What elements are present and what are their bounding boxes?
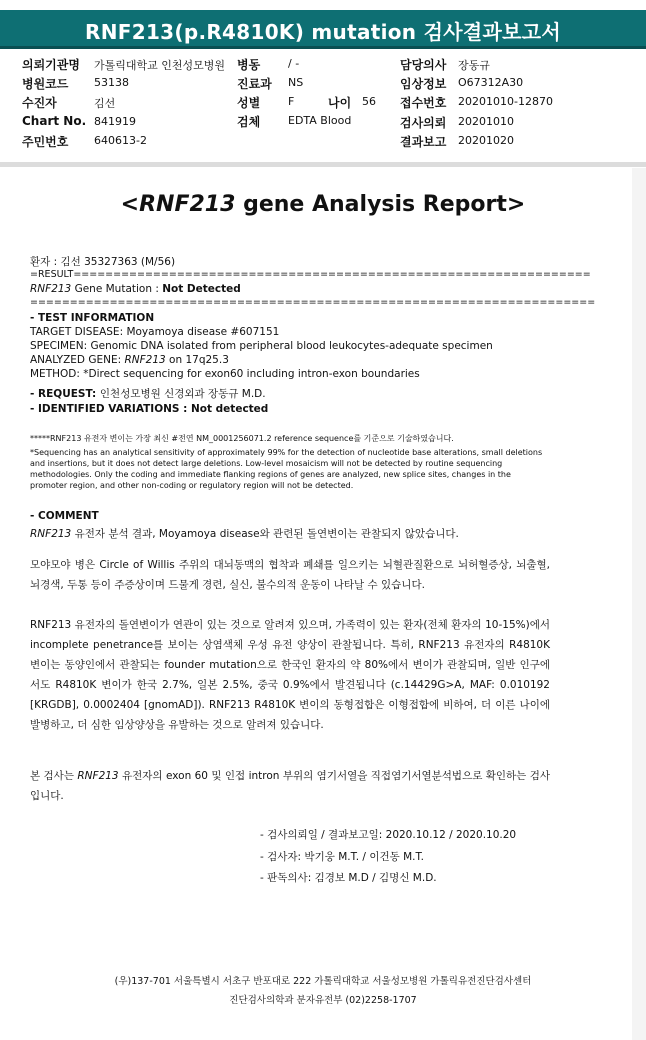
comment-line (30, 526, 459, 541)
patient-info-table (0, 52, 646, 162)
label-department: 진료과 (237, 77, 272, 91)
analyzed-gene-line (30, 354, 229, 366)
reading-physicians: - 판독의사: 김경보 M.D / 김명신 M.D. (260, 872, 437, 884)
comment-heading: - COMMENT (30, 510, 99, 522)
examiners: - 검사자: 박기웅 M.T. / 이건동 M.T. (260, 851, 424, 863)
value-clinical-info: O67312A30 (458, 76, 524, 89)
sensitivity-disclaimer: *Sequencing has an analytical sensitivity of approximately 99% for the detection of nucleotide base alterations, small deletions and insertions, but it does not detect large deletions. Low-level mosaicism will not be detected by routine sequencing methodologies. Only the coding and immediate flanking regions of genes are analyzed, new splice sites, changes in the promoter region, and other non-coding or regulatory region will not be detected. (30, 448, 543, 490)
value-institution: 가톨릭대학교 인천성모병원 (94, 59, 226, 72)
result-line (30, 283, 241, 295)
label-ward: 병동 (237, 58, 261, 72)
comment-paragraph-1: 모야모야 병은 Circle of Willis 주위의 대뇌동맥의 협착과 폐쇄를 일으키는 뇌혈관질환으로 뇌허혈증상, 뇌출혈, 뇌경색, 두통 등이 주증상이며 드물게 경련, 실신, 불수의적 운동이 나타날 수 있습니다. (30, 559, 550, 591)
value-department: NS (288, 76, 304, 89)
patient-line: 환자 : 김선 35327363 (M/56) (30, 256, 176, 268)
value-specimen: EDTA Blood (288, 114, 352, 127)
request-report-dates: - 검사의뢰일 / 결과보고일: 2020.10.12 / 2020.10.20 (260, 829, 517, 841)
request-label: - REQUEST: (30, 388, 100, 400)
result-rule: =RESULT================================================================= (30, 269, 591, 280)
value-resident-no: 640613-2 (94, 134, 147, 147)
request-value: 인천성모병원 신경외과 장동규 M.D. (99, 388, 266, 400)
result-gene: RNF213 (30, 283, 72, 295)
result-value: Not Detected (162, 283, 241, 295)
comment-text: 유전자 분석 결과, Moyamoya disease와 관련된 돌연변이는 관찰되지 않았습니다. (71, 528, 459, 540)
scroll-edge (632, 168, 646, 1040)
report-title-open: < (120, 192, 140, 217)
identified-variations: - IDENTIFIED VARIATIONS : Not detected (30, 403, 269, 415)
label-age: 나이 (328, 96, 352, 110)
analyzed-location: on 17q25.3 (165, 354, 229, 366)
comment-paragraph-2: RNF213 유전자의 돌연변이가 연관이 있는 것으로 알려져 있으며, 가족력이 있는 환자(전체 환자의 10-15%)에서 incomplete penetrance를 보이는 상염색체 우성 유전 양상이 관찰됩니다. 특히, RNF213 유전자의 R4810K 변이는 동양인에서 관찰되는 founder mutation으로 한국인 환자의 약 80%에서 변이가 관찰되며, 일반 인구에서도 R4810K 변이가 한국 2.7%, 일본 2.5%, 중국 0.9%에서 발견됩니다 (c.14429G>A, MAF: 0.010192 [KRGDB], 0.0002404 [gnomAD]). RNF213 R4810K 변이의 동형접합은 이형접합에 비하여, 더 이른 나이에 발병하고, 더 심한 임상양상을 유발하는 것으로 알려져 있습니다. (30, 619, 550, 731)
target-disease: TARGET DISEASE: Moyamoya disease #607151 (30, 326, 280, 338)
label-specimen: 검체 (237, 115, 261, 129)
label-resident-no: 주민번호 (22, 135, 69, 149)
label-hospital-code: 병원코드 (22, 77, 69, 91)
report-title-gene: RNF213 (139, 192, 236, 217)
address-line: (우)137-701 서울특별시 서초구 반포대로 222 가톨릭대학교 서울성모병원 가톨릭유전진단검사센터 (114, 976, 532, 987)
report-title-rest: gene Analysis Report> (235, 192, 526, 217)
report-header-bar (0, 10, 646, 49)
value-chart-no: 841919 (94, 115, 136, 128)
label-sex: 성별 (237, 96, 261, 110)
analyzed-label: ANALYZED GENE: (30, 354, 125, 366)
value-age: 56 (362, 95, 376, 108)
request-line (30, 386, 266, 401)
double-rule: ======================================================================= (30, 297, 596, 308)
report-header-title: RNF213(p.R4810K) mutation 검사결과보고서 (85, 20, 561, 44)
para3-gene: RNF213 (77, 770, 119, 782)
label-patient: 수진자 (22, 96, 57, 110)
label-doctor: 담당의사 (400, 58, 447, 72)
comment-gene: RNF213 (30, 528, 72, 540)
test-info-heading: - TEST INFORMATION (30, 312, 155, 324)
label-report-date: 결과보고 (400, 135, 447, 149)
method-line: METHOD: *Direct sequencing for exon60 including intron-exon boundaries (30, 368, 420, 380)
value-hospital-code: 53138 (94, 76, 129, 89)
report-body (0, 168, 646, 1040)
reference-note: *****RNF213 유전자 변이는 가장 최신 #전연 NM_0001256071.2 reference sequence를 기준으로 기술하였습니다. (30, 434, 454, 443)
analyzed-gene: RNF213 (124, 354, 166, 366)
value-request-date: 20201010 (458, 115, 514, 128)
value-receipt-no: 20201010-12870 (458, 95, 553, 108)
section-divider (0, 162, 646, 167)
report-title (0, 192, 646, 217)
para3-pre: 본 검사는 (30, 770, 78, 782)
para3-post: 유전자의 exon 60 및 인접 intron 부위의 염기서열을 직접염기서열분석법으로 확인하는 검사입니다. (30, 770, 551, 802)
label-request-date: 검사의뢰 (400, 116, 447, 130)
value-patient: 김선 (94, 97, 116, 110)
value-doctor: 장동규 (458, 59, 490, 72)
specimen-line: SPECIMEN: Genomic DNA isolated from peripheral blood leukocytes-adequate specimen (30, 340, 493, 352)
value-report-date: 20201020 (458, 134, 514, 147)
value-sex: F (288, 95, 295, 108)
department-contact: 진단검사의학과 분자유전부 (02)2258-1707 (229, 995, 417, 1006)
label-clinical-info: 임상정보 (400, 77, 447, 91)
label-receipt-no: 접수번호 (400, 96, 447, 110)
value-ward: / - (288, 57, 300, 70)
label-chart-no: Chart No. (22, 114, 87, 128)
result-label: Gene Mutation : (71, 283, 163, 295)
label-institution: 의뢰기관명 (22, 58, 80, 72)
comment-paragraph-3 (30, 766, 550, 806)
